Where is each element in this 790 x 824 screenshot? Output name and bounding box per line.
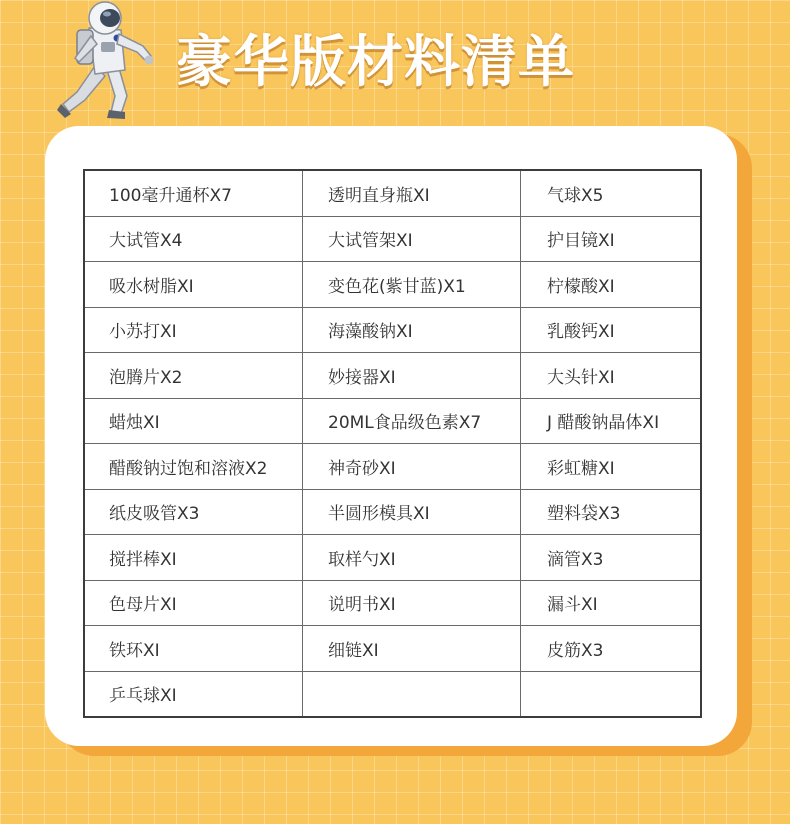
table-row [84,353,701,399]
table-cell: 柠檬酸XI [521,262,702,308]
table-cell: 20ML食品级色素X7 [303,398,521,444]
table-cell: 醋酸钠过饱和溶液X2 [84,444,303,490]
page-title: 豪华版材料清单 [176,30,575,95]
table-cell: 变色花(紫甘蓝)X1 [303,262,521,308]
table-row [84,626,701,672]
table-cell: 吸水树脂XI [84,262,303,308]
table-cell: 大试管架XI [303,216,521,262]
table-cell: 蜡烛XI [84,398,303,444]
table-row [84,307,701,353]
table-cell: 乳酸钙XI [521,307,702,353]
table-cell: 塑料袋X3 [521,489,702,535]
table-cell: 细链XI [303,626,521,672]
table-row [84,398,701,444]
table-cell: 彩虹糖XI [521,444,702,490]
table-row [84,216,701,262]
table-row [84,535,701,581]
table-cell: 气球X5 [521,170,702,216]
astronaut-icon [55,0,165,122]
table-cell: 泡腾片X2 [84,353,303,399]
table-cell: 漏斗XI [521,580,702,626]
table-cell: 纸皮吸管X3 [84,489,303,535]
table-cell: 半圆形模具XI [303,489,521,535]
table-row [84,170,701,216]
table-cell: 色母片XI [84,580,303,626]
table-cell: 神奇砂XI [303,444,521,490]
table-cell: 搅拌棒XI [84,535,303,581]
table-cell: 大试管X4 [84,216,303,262]
table-row [84,444,701,490]
table-cell [521,671,702,717]
table-cell: 大头针XI [521,353,702,399]
table-cell: J 醋酸钠晶体XI [521,398,702,444]
table-cell [303,671,521,717]
table-cell: 铁环XI [84,626,303,672]
table-cell: 皮筋X3 [521,626,702,672]
table-row [84,262,701,308]
table-cell: 海藻酸钠XI [303,307,521,353]
table-row [84,671,701,717]
table-cell: 小苏打XI [84,307,303,353]
table-cell: 说明书XI [303,580,521,626]
table-cell: 取样勺XI [303,535,521,581]
table-cell: 滴管X3 [521,535,702,581]
table-cell: 护目镜XI [521,216,702,262]
table-row [84,489,701,535]
table-cell: 妙接器XI [303,353,521,399]
materials-table [83,169,702,718]
table-cell: 透明直身瓶XI [303,170,521,216]
table-cell: 100毫升通杯X7 [84,170,303,216]
table-row [84,580,701,626]
table-cell: 乒乓球XI [84,671,303,717]
